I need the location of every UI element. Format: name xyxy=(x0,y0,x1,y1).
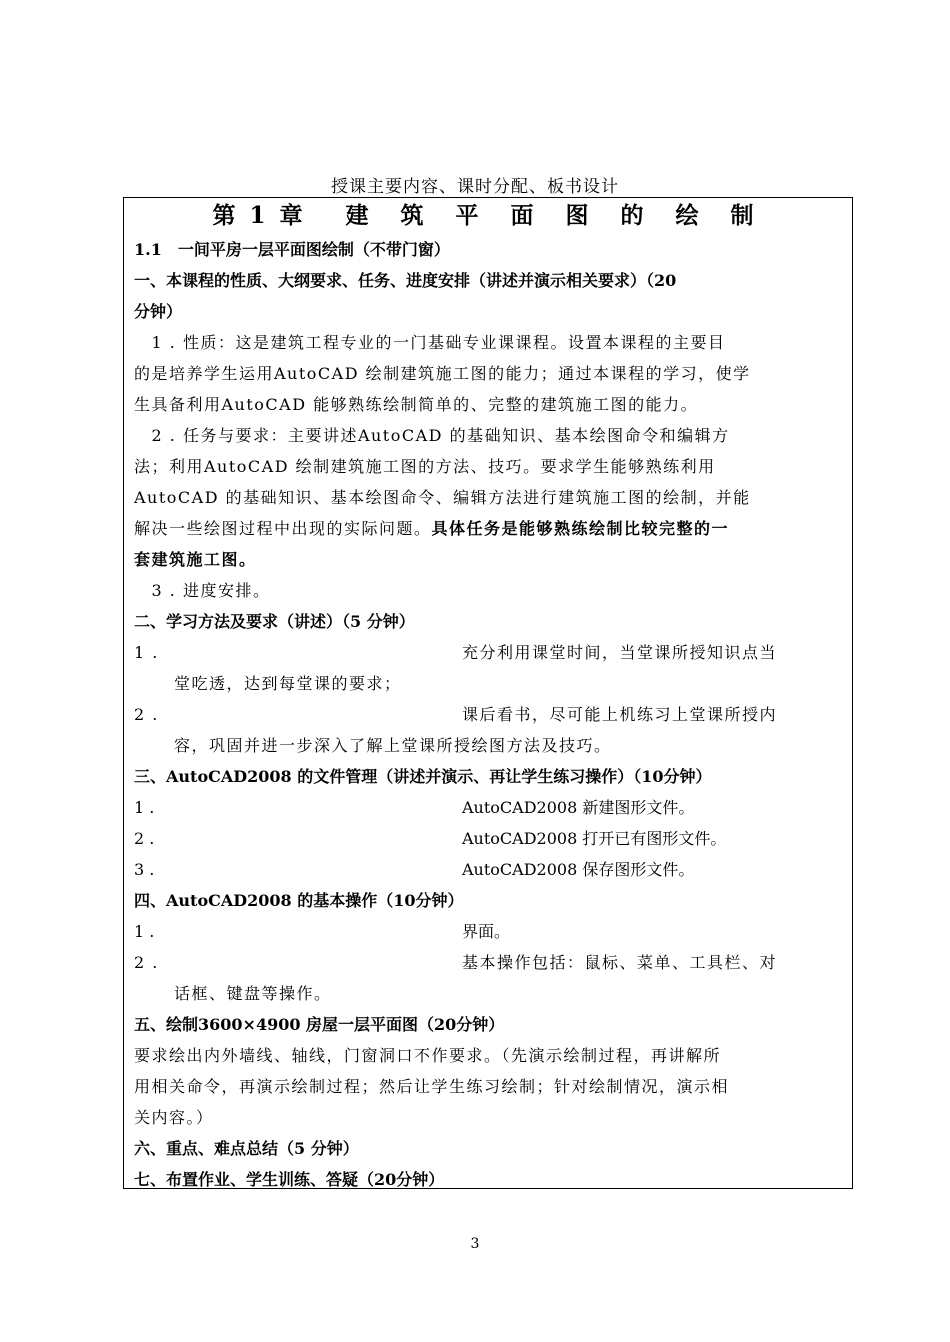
list-item xyxy=(134,947,844,978)
list-item xyxy=(134,792,844,823)
list-text: 充分利用课堂时间，当堂课所授知识点当 xyxy=(462,643,778,662)
list-number: 1 . xyxy=(134,643,159,662)
paragraph-line: 3 . 进度安排。 xyxy=(134,581,271,600)
list-item xyxy=(134,823,844,854)
paragraph-line: 用相关命令，再演示绘制过程；然后让学生练习绘制；针对绘制情况，演示相 xyxy=(134,1077,730,1096)
section-heading: 1.1 一间平房一层平面图绘制（不带门窗） xyxy=(134,240,450,259)
paragraph-line: 关内容。） xyxy=(134,1108,214,1127)
page-number: 3 xyxy=(470,1236,480,1252)
chapter-title xyxy=(134,198,844,234)
list-text: 课后看书，尽可能上机练习上堂课所授内 xyxy=(462,705,778,724)
list-number: 1 . xyxy=(134,798,155,817)
heading-two: 二、学习方法及要求（讲述）（5 分钟） xyxy=(134,612,415,631)
list-item xyxy=(134,637,844,668)
paragraph-line: AutoCAD 的基础知识、基本绘图命令、编辑方法进行建筑施工图的绘制，并能 xyxy=(134,488,751,507)
list-number: 2 . xyxy=(134,953,159,972)
list-number: 3 . xyxy=(134,860,155,879)
paragraph-line: 2 . 任务与要求：主要讲述AutoCAD 的基础知识、基本绘图命令和编辑方 xyxy=(134,426,730,445)
paragraph-line: 生具备利用AutoCAD 能够熟练绘制简单的、完整的建筑施工图的能力。 xyxy=(134,395,699,414)
list-item-cont: 容，巩固并进一步深入了解上堂课所授绘图方法及技巧。 xyxy=(174,736,612,755)
heading-seven: 七、布置作业、学生训练、答疑（20分钟） xyxy=(134,1170,445,1189)
paragraph-line: 1 . 性质：这是建筑工程专业的一门基础专业课课程。设置本课程的主要目 xyxy=(134,333,726,352)
paragraph-line: 的是培养学生运用AutoCAD 绘制建筑施工图的能力；通过本课程的学习，使学 xyxy=(134,364,751,383)
heading-one-cont: 分钟） xyxy=(134,302,183,321)
list-number: 1 . xyxy=(134,922,155,941)
heading-five: 五、绘制3600×4900 房屋一层平面图（20分钟） xyxy=(134,1015,505,1034)
paragraph-text: 解决一些绘图过程中出现的实际问题。 xyxy=(134,519,432,538)
heading-four: 四、AutoCAD2008 的基本操作（10分钟） xyxy=(134,891,464,910)
list-item xyxy=(134,916,844,947)
content-frame xyxy=(123,197,853,1189)
list-item-cont: 堂吃透，达到每堂课的要求； xyxy=(174,674,402,693)
list-number: 2 . xyxy=(134,829,155,848)
heading-six: 六、重点、难点总结（5 分钟） xyxy=(134,1139,359,1158)
paragraph-line xyxy=(134,513,844,544)
chapter-number: 第 1 章 xyxy=(212,202,306,229)
emphasis-line: 套建筑施工图。 xyxy=(134,550,257,569)
paragraph-line: 要求绘出内外墙线、轴线，门窗洞口不作要求。（先演示绘制过程，再讲解所 xyxy=(134,1046,722,1065)
heading-one: 一、本课程的性质、大纲要求、任务、进度安排（讲述并演示相关要求）（20 xyxy=(134,271,677,290)
page-header: 授课主要内容、课时分配、板书设计 xyxy=(331,177,619,197)
list-text: AutoCAD2008 新建图形文件。 xyxy=(462,798,695,817)
list-text: 基本操作包括：鼠标、菜单、工具栏、对 xyxy=(462,953,778,972)
paragraph-line: 法；利用AutoCAD 绘制建筑施工图的方法、技巧。要求学生能够熟练利用 xyxy=(134,457,716,476)
list-text: 界面。 xyxy=(462,922,511,941)
list-number: 2 . xyxy=(134,705,159,724)
list-text: AutoCAD2008 保存图形文件。 xyxy=(462,860,695,879)
emphasis-text: 具体任务是能够熟练绘制比较完整的一 xyxy=(431,519,730,538)
list-item xyxy=(134,699,844,730)
chapter-name: 建 筑 平 面 图 的 绘 制 xyxy=(345,202,766,229)
heading-three: 三、AutoCAD2008 的文件管理（讲述并演示、再让学生练习操作）（10分钟） xyxy=(134,767,712,786)
list-text: AutoCAD2008 打开已有图形文件。 xyxy=(462,829,727,848)
list-item xyxy=(134,854,844,885)
list-item-cont: 话框、键盘等操作。 xyxy=(174,984,332,1003)
lesson-content xyxy=(134,198,844,1195)
